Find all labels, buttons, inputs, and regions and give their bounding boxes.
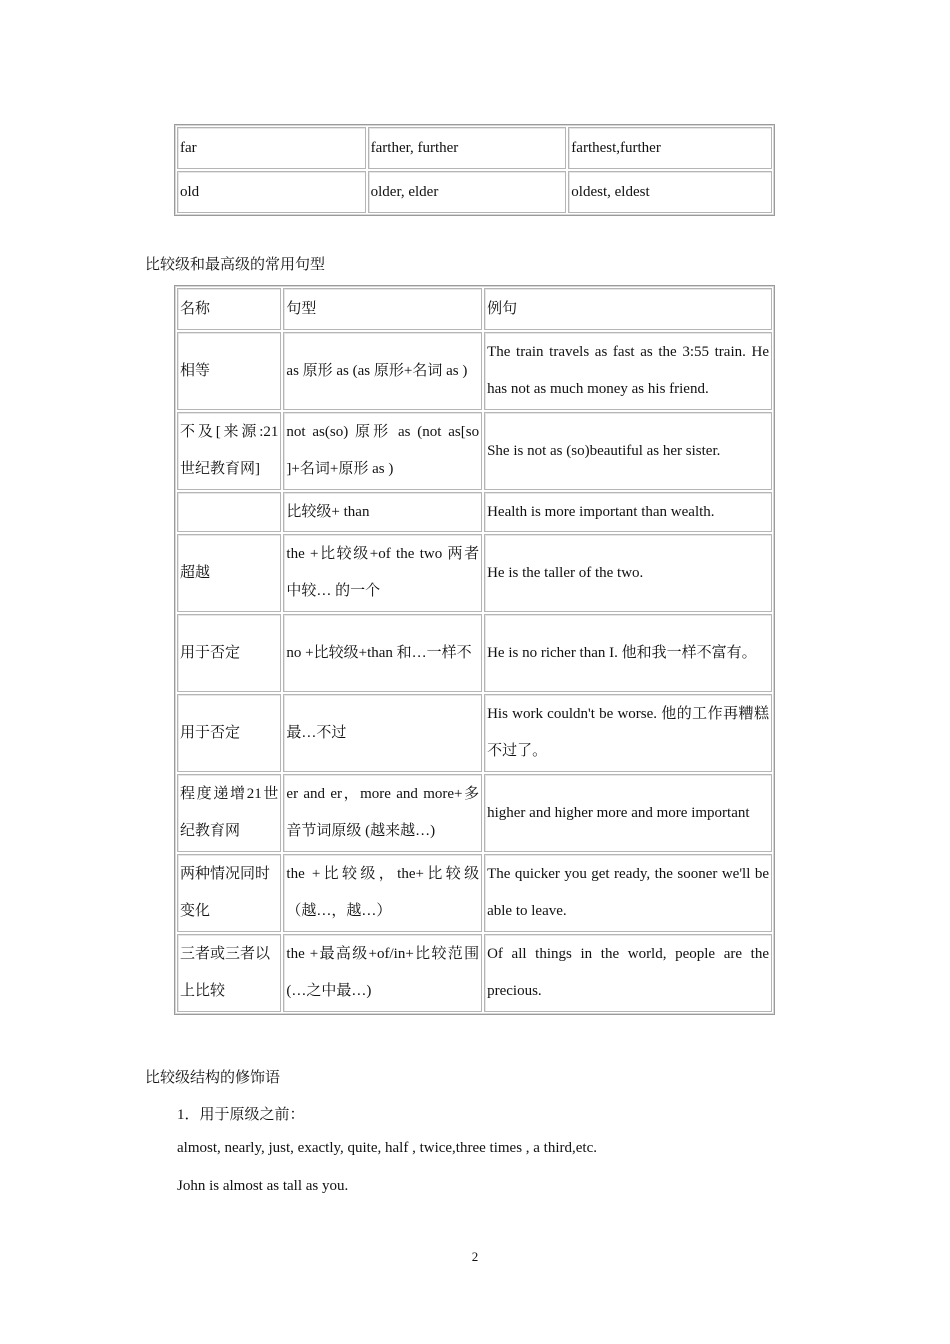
column-header: 句型 bbox=[283, 288, 482, 330]
example-sentence: John is almost as tall as you. bbox=[177, 1178, 349, 1194]
table-cell: Health is more important than wealth. bbox=[484, 492, 772, 532]
table-cell bbox=[177, 492, 281, 532]
table-row bbox=[177, 127, 772, 169]
table-cell: 程度递增21世纪教育网 bbox=[177, 774, 281, 852]
table-cell: 比较级+ than bbox=[283, 492, 482, 532]
table-row bbox=[177, 332, 772, 410]
table-row bbox=[177, 694, 772, 772]
section-heading: 比较级结构的修饰语 bbox=[145, 1070, 281, 1086]
table-cell: as 原形 as (as 原形+名词 as ) bbox=[283, 332, 482, 410]
table-cell: Of all things in the world, people are the precious. bbox=[484, 934, 772, 1012]
table-cell: 用于否定 bbox=[177, 694, 281, 772]
modifier-word-list: almost, nearly, just, exactly, quite, half , twice,three times , a third,etc. bbox=[177, 1140, 597, 1156]
table-row bbox=[177, 934, 772, 1012]
table-cell: 超越 bbox=[177, 534, 281, 612]
table-cell: the +比较级+of the two 两者中较… 的一个 bbox=[283, 534, 482, 612]
table-cell: She is not as (so)beautiful as her sister. bbox=[484, 412, 772, 490]
table-cell: no +比较级+than 和…一样不 bbox=[283, 614, 482, 692]
table-cell: the +比较级，the+比较级（越…，越…） bbox=[283, 854, 482, 932]
table-cell: 不及[来源:21世纪教育网] bbox=[177, 412, 281, 490]
table-cell: farther, further bbox=[368, 127, 567, 169]
table-cell: not as(so) 原形 as (not as[so ]+名词+原形 as ) bbox=[283, 412, 482, 490]
table-cell: The train travels as fast as the 3:55 train. He has not as much money as his friend. bbox=[484, 332, 772, 410]
table-row bbox=[177, 774, 772, 852]
table-cell: higher and higher more and more important bbox=[484, 774, 772, 852]
table-cell: er and er，more and more+多音节词原级 (越来越…) bbox=[283, 774, 482, 852]
table-cell: His work couldn't be worse. 他的工作再糟糕不过了。 bbox=[484, 694, 772, 772]
table-cell: old bbox=[177, 171, 366, 213]
irregular-forms-table bbox=[174, 124, 775, 216]
table-cell: farthest,further bbox=[568, 127, 772, 169]
table-row bbox=[177, 412, 772, 490]
table-cell: oldest, eldest bbox=[568, 171, 772, 213]
column-header: 例句 bbox=[484, 288, 772, 330]
table-cell: far bbox=[177, 127, 366, 169]
sentence-patterns-table bbox=[174, 285, 775, 1015]
list-item-title: 1．用于原级之前： bbox=[177, 1107, 305, 1123]
table-cell: He is no richer than I. 他和我一样不富有。 bbox=[484, 614, 772, 692]
table-cell: He is the taller of the two. bbox=[484, 534, 772, 612]
table-cell: 相等 bbox=[177, 332, 281, 410]
table-row bbox=[177, 854, 772, 932]
table-row bbox=[177, 614, 772, 692]
table-cell: 三者或三者以上比较 bbox=[177, 934, 281, 1012]
table-cell: the +最高级+of/in+比较范围 (…之中最…) bbox=[283, 934, 482, 1012]
table-cell: 最…不过 bbox=[283, 694, 482, 772]
table-header-row bbox=[177, 288, 772, 330]
table-row bbox=[177, 492, 772, 532]
table-cell: The quicker you get ready, the sooner we'll be able to leave. bbox=[484, 854, 772, 932]
table-cell: 用于否定 bbox=[177, 614, 281, 692]
table-row bbox=[177, 171, 772, 213]
column-header: 名称 bbox=[177, 288, 281, 330]
table-cell: older, elder bbox=[368, 171, 567, 213]
table-cell: 两种情况同时变化 bbox=[177, 854, 281, 932]
section-heading: 比较级和最高级的常用句型 bbox=[145, 257, 326, 273]
table-row bbox=[177, 534, 772, 612]
page-number: 2 bbox=[471, 1249, 479, 1264]
